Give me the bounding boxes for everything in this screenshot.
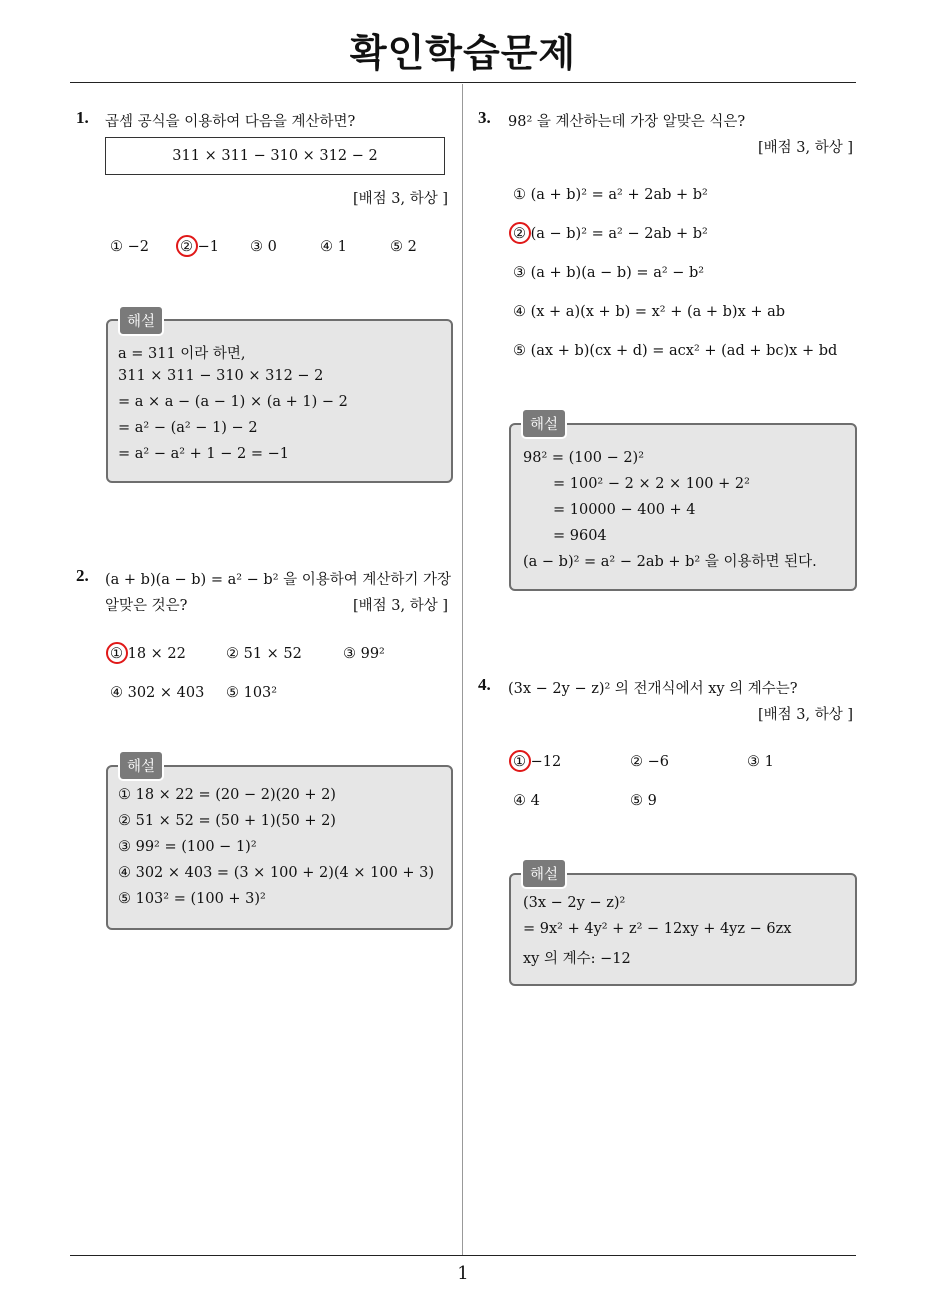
choice-4[interactable]: ④ 4 [513,793,540,809]
solution-line: = 9604 [553,528,607,544]
answer-mark-icon [106,642,128,664]
solution-line: (a − b)² = a² − 2ab + b² 을 이용하면 된다. [523,554,817,570]
formula-text: 311 × 311 − 310 × 312 − 2 [172,148,378,164]
solution-tag: 해설 [521,408,567,439]
choice-4[interactable]: ④ 302 × 403 [110,685,205,701]
answer-mark-icon [176,235,198,257]
choice-4[interactable]: ④ 1 [320,239,347,255]
score-meta: [배점 3, 하상 ] [352,598,448,614]
question-text: 곱셈 공식을 이용하여 다음을 계산하면? [105,114,356,130]
choice-3[interactable]: ③ 1 [747,754,774,770]
score-meta: [배점 3, 하상 ] [757,707,853,723]
answer-mark-icon [509,750,531,772]
question-text: (3x − 2y − z)² 의 전개식에서 xy 의 계수는? [508,681,798,697]
question-text: (a + b)(a − b) = a² − b² 을 이용하여 계산하기 가장 [105,572,452,588]
question-text-2: 알맞은 것은? [105,598,188,614]
choice-3[interactable]: ③ (a + b)(a − b) = a² − b² [513,265,705,281]
solution-line: ④ 302 × 403 = (3 × 100 + 2)(4 × 100 + 3) [118,865,435,881]
solution-line: = 9x² + 4y² + z² − 12xy + 4yz − 6zx [523,921,792,937]
choice-2[interactable]: ② −1 [180,239,219,255]
choice-3[interactable]: ③ 99² [343,646,385,662]
choice-5[interactable]: ⑤ 2 [390,239,417,255]
page-number: 1 [457,1263,469,1284]
formula-box [105,137,445,175]
solution-line: ⑤ 103² = (100 + 3)² [118,891,266,907]
solution-line: ① 18 × 22 = (20 − 2)(20 + 2) [118,787,336,803]
top-divider [70,82,856,83]
choice-1[interactable]: ① −2 [110,239,149,255]
solution-tag: 해설 [118,305,164,336]
bottom-divider [70,1255,856,1256]
choice-1[interactable]: ① 18 × 22 [110,646,186,662]
solution-line: = 10000 − 400 + 4 [553,502,696,518]
choice-3[interactable]: ③ 0 [250,239,277,255]
solution-line: 311 × 311 − 310 × 312 − 2 [118,368,324,384]
question-number: 2. [76,566,89,585]
question-number: 3. [478,108,491,127]
solution-line: xy 의 계수: −12 [523,951,631,967]
solution-line: (3x − 2y − z)² [523,895,626,911]
solution-line: ② 51 × 52 = (50 + 1)(50 + 2) [118,813,336,829]
question-number: 1. [76,108,89,127]
solution-line: = a² − (a² − 1) − 2 [118,420,258,436]
choice-5[interactable]: ⑤ 103² [226,685,278,701]
solution-line: = a² − a² + 1 − 2 = −1 [118,446,289,462]
solution-line: = 100² − 2 × 2 × 100 + 2² [553,476,750,492]
choice-1[interactable]: ① (a + b)² = a² + 2ab + b² [513,187,708,203]
solution-line: ③ 99² = (100 − 1)² [118,839,257,855]
choice-5[interactable]: ⑤ 9 [630,793,657,809]
choice-1[interactable]: ① −12 [513,754,562,770]
solution-line: = a × a − (a − 1) × (a + 1) − 2 [118,394,348,410]
question-number: 4. [478,675,491,694]
choice-2[interactable]: ② 51 × 52 [226,646,302,662]
score-meta: [배점 3, 하상 ] [352,191,448,207]
solution-line: 98² = (100 − 2)² [523,450,645,466]
solution-tag: 해설 [118,750,164,781]
question-text: 98² 을 계산하는데 가장 알맞은 식은? [508,114,746,130]
score-meta: [배점 3, 하상 ] [757,140,853,156]
solution-tag: 해설 [521,858,567,889]
column-divider [462,84,463,1256]
solution-line: a = 311 이라 하면, [118,346,246,362]
page-title: 확인학습문제 [349,31,577,75]
answer-mark-icon [509,222,531,244]
choice-2[interactable]: ② −6 [630,754,669,770]
choice-4[interactable]: ④ (x + a)(x + b) = x² + (a + b)x + ab [513,304,786,320]
choice-2[interactable]: ② (a − b)² = a² − 2ab + b² [513,226,708,242]
choice-5[interactable]: ⑤ (ax + b)(cx + d) = acx² + (ad + bc)x + bd [513,343,838,359]
